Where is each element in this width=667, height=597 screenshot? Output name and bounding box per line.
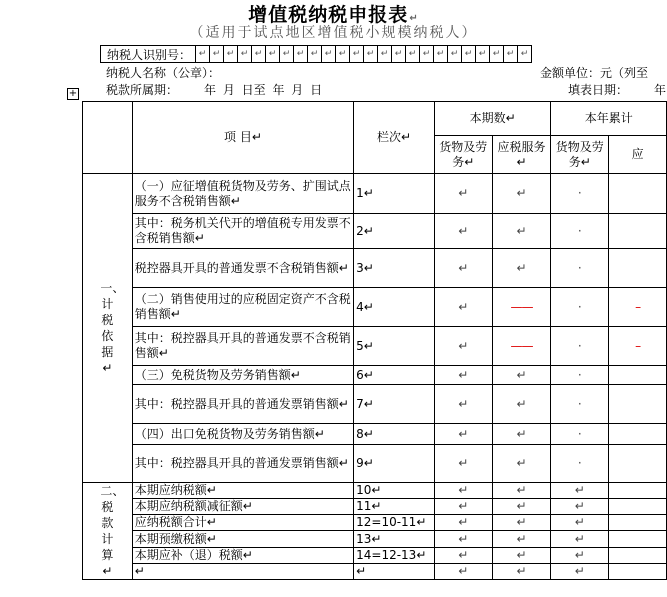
value-cell[interactable]: ↵ <box>551 563 609 579</box>
dash-mark: – <box>635 299 641 314</box>
taxpayer-name-label: 纳税人名称（公章）： <box>106 66 221 80</box>
row-number: 6↵ <box>354 366 435 385</box>
taxpayer-id-cell[interactable]: ↵ <box>237 46 251 62</box>
value-cell[interactable] <box>609 483 667 499</box>
value-cell[interactable]: · <box>551 214 609 249</box>
taxpayer-id-cell[interactable]: ↵ <box>265 46 279 62</box>
table-move-handle-icon[interactable]: + <box>68 88 78 99</box>
dash-mark: —— <box>510 338 533 353</box>
value-cell[interactable] <box>609 366 667 385</box>
row-item-label: 其中：税控器具开具的普通发票不含税销售额↵ <box>132 327 353 366</box>
table-row <box>83 483 667 499</box>
tax-period-label: 税款所属期： <box>106 83 179 97</box>
value-cell[interactable]: ↵ <box>434 515 492 531</box>
declaration-table <box>82 101 667 580</box>
row-item-label: 本期预缴税额↵ <box>132 531 353 547</box>
value-cell[interactable] <box>609 174 667 214</box>
row-number: 10↵ <box>354 483 435 499</box>
value-cell[interactable]: ↵ <box>434 499 492 515</box>
amount-unit-label: 金额单位：元（列至 <box>540 66 649 80</box>
table-row <box>83 385 667 424</box>
row-item-label: ↵ <box>132 563 353 579</box>
table-row <box>83 174 667 214</box>
value-cell[interactable]: ↵ <box>434 288 492 327</box>
value-cell-dash[interactable] <box>492 288 551 327</box>
value-cell[interactable]: ↵ <box>434 214 492 249</box>
value-cell[interactable]: ↵ <box>434 547 492 563</box>
value-cell[interactable]: · <box>551 174 609 214</box>
table-row <box>83 288 667 327</box>
column-header-lanci: 栏次↵ <box>354 102 435 174</box>
value-cell[interactable]: ↵ <box>492 547 551 563</box>
section-label-basis <box>83 174 133 483</box>
table-row <box>83 531 667 547</box>
table-row <box>83 214 667 249</box>
value-cell[interactable]: · <box>551 385 609 424</box>
value-cell[interactable]: ↵ <box>551 547 609 563</box>
taxpayer-id-cell[interactable]: ↵ <box>405 46 419 62</box>
taxpayer-id-cell[interactable]: ↵ <box>433 46 447 62</box>
value-cell[interactable]: ↵ <box>434 174 492 214</box>
subheader-goods-ytd: 货物及劳务↵ <box>551 136 609 174</box>
row-item-label: 其中：税务机关代开的增值税专用发票不含税销售额↵ <box>132 214 353 249</box>
column-header-item: 项 目↵ <box>132 102 353 174</box>
value-cell[interactable]: ↵ <box>434 424 492 445</box>
value-cell-dash[interactable] <box>609 288 667 327</box>
value-cell[interactable] <box>609 547 667 563</box>
value-cell[interactable]: ↵ <box>551 531 609 547</box>
taxpayer-id-cell[interactable]: ↵ <box>517 46 531 62</box>
row-number: 13↵ <box>354 531 435 547</box>
table-row <box>83 366 667 385</box>
taxpayer-id-cell[interactable]: ↵ <box>321 46 335 62</box>
value-cell-dash[interactable] <box>492 327 551 366</box>
value-cell[interactable]: ↵ <box>551 483 609 499</box>
row-number: 4↵ <box>354 288 435 327</box>
row-number: 11↵ <box>354 499 435 515</box>
value-cell[interactable] <box>609 445 667 483</box>
value-cell[interactable]: ↵ <box>434 327 492 366</box>
section-header-cell <box>83 102 133 174</box>
row-number: ↵ <box>354 563 435 579</box>
value-cell[interactable] <box>609 385 667 424</box>
form-title: 增值税纳税申报表↵ <box>248 4 419 26</box>
value-cell[interactable]: ↵ <box>492 515 551 531</box>
row-number: 7↵ <box>354 385 435 424</box>
value-cell[interactable]: ↵ <box>434 249 492 288</box>
value-cell[interactable]: · <box>551 424 609 445</box>
value-cell[interactable]: ↵ <box>434 483 492 499</box>
value-cell[interactable]: ↵ <box>434 563 492 579</box>
taxpayer-id-cell[interactable]: ↵ <box>209 46 223 62</box>
subheader-goods: 货物及劳务↵ <box>434 136 492 174</box>
value-cell[interactable]: ↵ <box>551 499 609 515</box>
taxpayer-id-cell[interactable]: ↵ <box>279 46 293 62</box>
table-row <box>83 424 667 445</box>
dash-mark: —— <box>510 299 533 314</box>
subheader-services-ytd: 应 <box>609 136 667 174</box>
table-row <box>83 515 667 531</box>
taxpayer-id-cell[interactable]: ↵ <box>293 46 307 62</box>
value-cell[interactable]: ↵ <box>434 366 492 385</box>
value-cell[interactable]: · <box>551 366 609 385</box>
row-item-label: 应纳税额合计↵ <box>132 515 353 531</box>
row-item-label: （三）免税货物及劳务销售额↵ <box>132 366 353 385</box>
value-cell[interactable]: ↵ <box>492 214 551 249</box>
taxpayer-id-cell[interactable]: ↵ <box>223 46 237 62</box>
row-item-label: （二）销售使用过的应税固定资产不含税销售额↵ <box>132 288 353 327</box>
taxpayer-id-cell[interactable]: ↵ <box>335 46 349 62</box>
fill-date-value: 年 <box>654 83 667 97</box>
value-cell[interactable]: ↵ <box>492 249 551 288</box>
row-number: 12=10-11↵ <box>354 515 435 531</box>
row-item-label: 税控器具开具的普通发票不含税销售额↵ <box>132 249 353 288</box>
taxpayer-id-cell[interactable]: ↵ <box>391 46 405 62</box>
value-cell[interactable]: ↵ <box>434 531 492 547</box>
value-cell-dash[interactable] <box>609 327 667 366</box>
dash-mark: – <box>635 338 641 353</box>
value-cell[interactable]: ↵ <box>434 445 492 483</box>
value-cell[interactable] <box>609 249 667 288</box>
taxpayer-id-cell[interactable]: ↵ <box>461 46 475 62</box>
section-label-calc <box>83 483 133 580</box>
taxpayer-id-cell[interactable]: ↵ <box>475 46 489 62</box>
row-item-label: 其中：税控器具开具的普通发票销售额↵ <box>132 445 353 483</box>
value-cell[interactable]: · <box>551 249 609 288</box>
taxpayer-id-cell[interactable]: ↵ <box>419 46 433 62</box>
form-subtitle: （适用于试点地区增值税小规模纳税人） <box>189 25 478 41</box>
value-cell[interactable]: ↵ <box>492 174 551 214</box>
value-cell[interactable]: ↵ <box>492 483 551 499</box>
row-item-label: 本期应纳税额减征额↵ <box>132 499 353 515</box>
taxpayer-id-field[interactable] <box>100 45 532 63</box>
value-cell[interactable]: ↵ <box>434 385 492 424</box>
table-row <box>83 563 667 579</box>
subheader-services: 应税服务↵ <box>492 136 551 174</box>
section-label-basis-text: 一、计税依据↵ <box>100 281 125 375</box>
taxpayer-id-label: 纳税人识别号： <box>107 47 192 62</box>
value-cell[interactable]: ↵ <box>492 531 551 547</box>
group-header-ytd: 本年累计 <box>551 102 667 136</box>
value-cell[interactable]: ↵ <box>551 515 609 531</box>
value-cell[interactable]: · <box>551 445 609 483</box>
taxpayer-id-cell[interactable]: ↵ <box>377 46 391 62</box>
value-cell[interactable] <box>609 531 667 547</box>
row-number: 5↵ <box>354 327 435 366</box>
section-label-calc-text: 二、税款计算↵ <box>100 484 125 578</box>
table-row <box>83 249 667 288</box>
value-cell[interactable] <box>609 424 667 445</box>
row-number: 2↵ <box>354 214 435 249</box>
table-row <box>83 547 667 563</box>
taxpayer-id-cells <box>195 46 531 62</box>
value-cell[interactable]: · <box>551 288 609 327</box>
group-header-current: 本期数↵ <box>434 102 550 136</box>
taxpayer-id-cell[interactable]: ↵ <box>363 46 377 62</box>
row-number: 3↵ <box>354 249 435 288</box>
value-cell[interactable]: ↵ <box>492 563 551 579</box>
value-cell[interactable]: ↵ <box>492 366 551 385</box>
taxpayer-id-cell[interactable]: ↵ <box>503 46 517 62</box>
tax-period-value: 年 月 日至 年 月 日 <box>204 83 323 97</box>
value-cell[interactable]: ↵ <box>492 499 551 515</box>
table-row <box>83 499 667 515</box>
value-cell[interactable] <box>609 515 667 531</box>
row-item-label: 本期应纳税额↵ <box>132 483 353 499</box>
value-cell[interactable] <box>609 499 667 515</box>
value-cell[interactable]: ↵ <box>492 385 551 424</box>
row-item-label: 本期应补（退）税额↵ <box>132 547 353 563</box>
row-number: 9↵ <box>354 445 435 483</box>
fill-date-label: 填表日期： <box>568 83 629 97</box>
taxpayer-id-cell[interactable]: ↵ <box>447 46 461 62</box>
value-cell[interactable] <box>609 563 667 579</box>
row-item-label: （四）出口免税货物及劳务销售额↵ <box>132 424 353 445</box>
value-cell[interactable]: · <box>551 327 609 366</box>
value-cell[interactable] <box>609 214 667 249</box>
taxpayer-id-cell[interactable]: ↵ <box>195 46 209 62</box>
row-number: 8↵ <box>354 424 435 445</box>
table-row <box>83 445 667 483</box>
row-number: 14=12-13↵ <box>354 547 435 563</box>
row-number: 1↵ <box>354 174 435 214</box>
taxpayer-id-cell[interactable]: ↵ <box>489 46 503 62</box>
table-row <box>83 327 667 366</box>
value-cell[interactable]: ↵ <box>492 424 551 445</box>
taxpayer-id-cell[interactable]: ↵ <box>307 46 321 62</box>
taxpayer-id-cell[interactable]: ↵ <box>349 46 363 62</box>
row-item-label: 其中：税控器具开具的普通发票销售额↵ <box>132 385 353 424</box>
value-cell[interactable]: ↵ <box>492 445 551 483</box>
row-item-label: （一）应征增值税货物及劳务、扩围试点服务不含税销售额↵ <box>132 174 353 214</box>
taxpayer-id-cell[interactable]: ↵ <box>251 46 265 62</box>
